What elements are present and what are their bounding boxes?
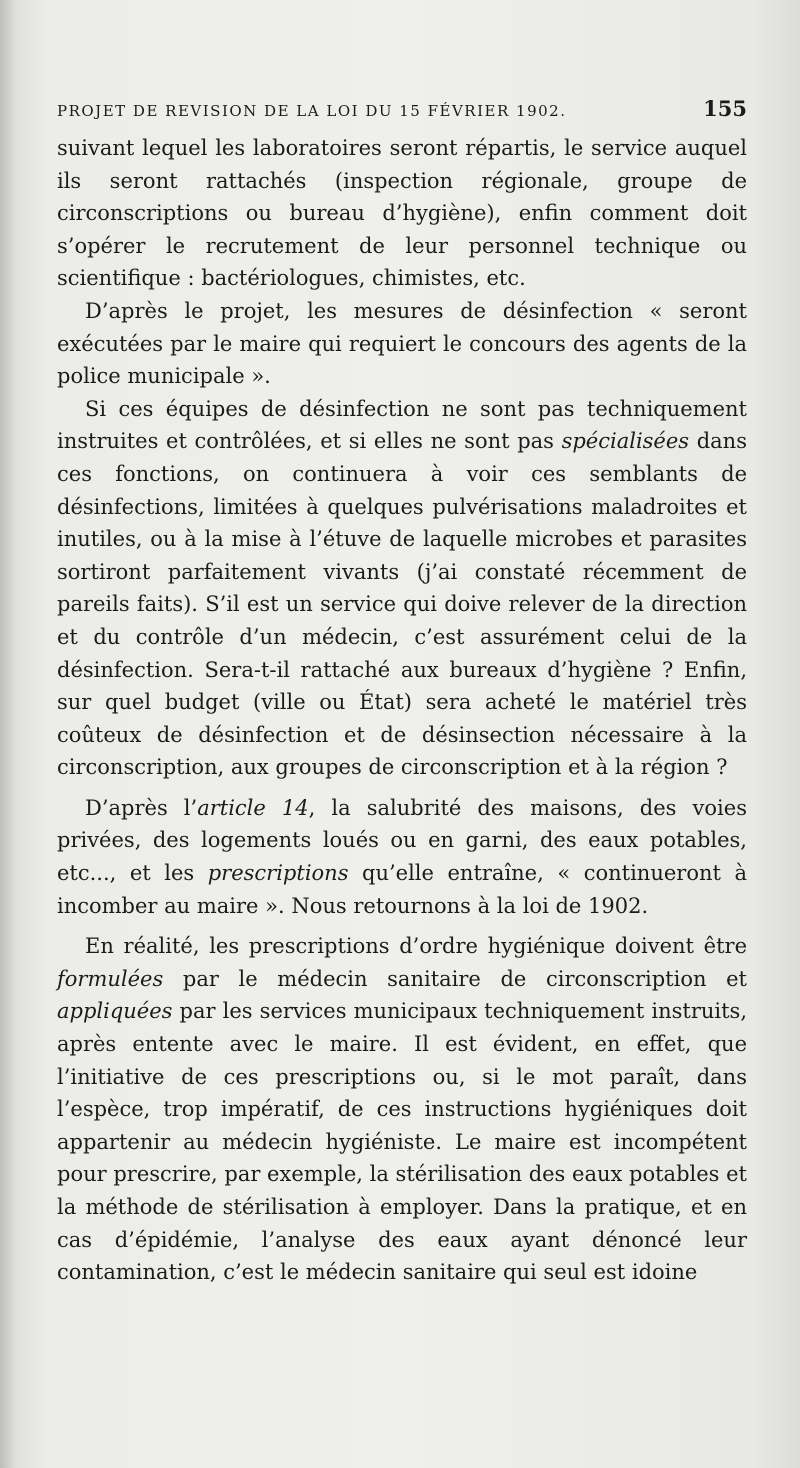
- paragraph: [57, 132, 747, 295]
- paragraph: [57, 792, 747, 922]
- page-spine-shadow: [0, 0, 14, 1468]
- text-run: D’après l’: [85, 795, 198, 820]
- italic-text: formulées: [57, 966, 164, 991]
- body-text: [57, 132, 747, 1289]
- italic-text: spécialisées: [561, 429, 690, 454]
- page-number: 155: [703, 96, 747, 121]
- text-run: D’après le projet, les mesures de désinfection « seront exécutées par le maire qui requiert le concours des agents de la police municipale ».: [57, 298, 747, 389]
- text-run: suivant lequel les laboratoires seront répartis, le service auquel ils seront rattachés (inspection régionale, groupe de circonscriptions ou bureau d’hygiène), enfin comment doit s’opérer le recrutement de leur personnel technique ou scientifique : bactériologues, chimistes, etc.: [57, 136, 747, 291]
- running-title: PROJET DE REVISION DE LA LOI DU 15 FÉVRIER 1902.: [57, 102, 567, 120]
- text-run: dans ces fonctions, on continuera à voir ces semblants de désinfections, limitées à quelques pulvérisations maladroites et inutiles, ou à la mise à l’étuve de laquelle microbes et parasites sortiront parfaitement vivants (j’ai constaté récemment de pareils faits). S’il est un service qui doive relever de la direction et du contrôle d’un médecin, c’est assurément celui de la désinfection. Sera-t-il rattaché aux bureaux d’hygiène ? Enfin, sur quel budget (ville ou État) sera acheté le matériel très coûteux de désinfection et de désinsection nécessaire à la circonscription, aux groupes de circonscription et à la région ?: [57, 429, 747, 780]
- italic-text: appliquées: [57, 999, 173, 1024]
- italic-text: article 14: [197, 795, 309, 820]
- page-header: [57, 96, 747, 121]
- paragraph: [57, 393, 747, 784]
- text-run: par le médecin sanitaire de circonscription et: [163, 966, 747, 991]
- text-run: En réalité, les prescriptions d’ordre hygiénique doivent être: [85, 934, 747, 959]
- paragraph: [57, 295, 747, 393]
- text-run: par les services municipaux techniquement instruits, après entente avec le maire. Il est évident, en effet, que l’initiative de ces prescriptions ou, si le mot paraît, dans l’espèce, trop impératif, de ces instructions hygiéniques doit appartenir au médecin hygiéniste. Le maire est incompétent pour prescrire, par exemple, la stérilisation des eaux potables et la méthode de stérilisation à employer. Dans la pratique, et en cas d’épidémie, l’analyse des eaux ayant dénoncé leur contamination, c’est le médecin sanitaire qui seul est idoine: [57, 999, 747, 1285]
- text-run: qu’elle entraîne, « continueront à incomber au maire ». Nous retournons à la loi de 1902.: [57, 861, 747, 918]
- italic-text: prescriptions: [207, 861, 349, 886]
- text-run: , la salubrité des maisons, des voies privées, des logements loués ou en garni, des eaux potables, etc..., et les: [57, 795, 747, 886]
- paragraph: [57, 930, 747, 1289]
- text-run: Si ces équipes de désinfection ne sont pas techniquement instruites et contrôlées, et si elles ne sont pas: [57, 396, 747, 454]
